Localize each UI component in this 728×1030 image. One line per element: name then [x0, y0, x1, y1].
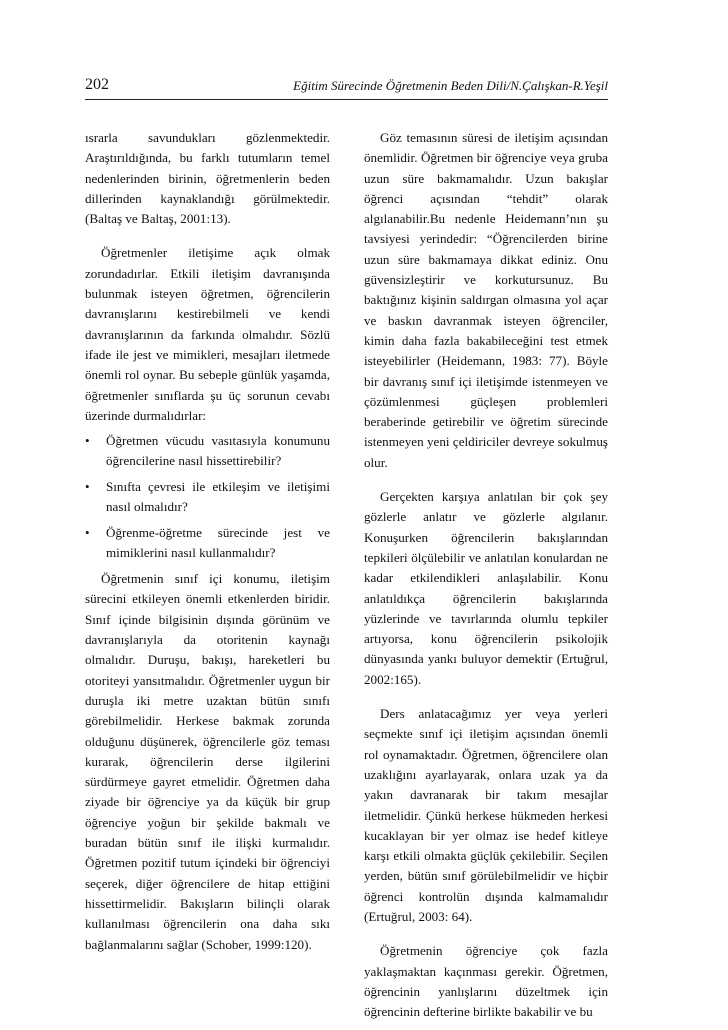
running-head: Eğitim Sürecinde Öğretmenin Beden Dili/N.Çalışkan-R.Yeşil [293, 78, 608, 93]
right-paragraph-1: Göz temasının süresi de iletişim açısından önemlidir. Öğretmen bir öğrenciye veya gruba uzun süre bakmamalıdır. Uzun bakışlar öğrenci açısından “tehdit” olarak algılanabilir.Bu nedenle Heidemann’nın şu tavsiyesi yerindedir: “Öğrencilerden birine uzun süre bakmamaya dikkat ediniz. Onu güvensizleştirir ve korkutursunuz. Bu baktığınız kişinin saldırgan olmasına yol açar ve baskın davranmak isteyen öğrenciler, kimin daha fazla bakabileceğini test etmek isteyebilirler (Heidemann, 1983: 77). Böyle bir davranış sınıf içi iletişimde istenmeyen ve çözümlenmesi güçleşen problemleri beraberinde getirebilir ve öğretim sürecinde istenmeyen yeni çeldiriciler devreye sokulmuş olur. [364, 130, 608, 470]
question-list [85, 431, 330, 562]
page-number: 202 [85, 76, 109, 93]
left-paragraph-1: ısrarla savundukları gözlenmektedir. Araştırıldığında, bu farklı tutumların temel nedenlerinden birinin, öğretmenlerin beden dillerinden kaynaklandığı görülmektedir. (Baltaş ve Baltaş, 2001:13). [85, 130, 330, 227]
question-text: Öğretmen vücudu vasıtasıyla konumunu öğrencilerine nasıl hissettirebilir? [106, 433, 330, 468]
header-rule [85, 99, 608, 100]
question-text: Öğrenme-öğretme sürecinde jest ve mimiklerini nasıl kullanmalıdır? [106, 525, 330, 560]
page-header [85, 76, 608, 98]
right-paragraph-4: Öğretmenin öğrenciye çok fazla yaklaşmaktan kaçınması gerekir. Öğretmen, öğrencinin yanlışlarını düzeltmek için öğrencinin defterine birlikte bakabilir ve bu [364, 943, 608, 1020]
right-column [364, 128, 608, 1022]
left-paragraph-2: Öğretmenler iletişime açık olmak zorundadırlar. Etkili iletişim davranışında bulunmak isteyen öğretmen, öğrencilerin davranışlarını kestirebilmeli ve kendi davranışlarının da farkında olmalıdır. Sözlü ifade ile jest ve mimikleri, mesajları iletmede önemli rol oynar. Bu sebeple günlük yaşamda, öğretmenler sınıflarda şu üç sorunun cevabı üzerinde durmalıdırlar: [85, 245, 330, 423]
right-paragraph-2: Gerçekten karşıya anlatılan bir çok şey gözlerle anlatır ve gözlerle algılanır. Konuşurken öğrencilerin bakışlarından tepkileri ölçülebilir ve anlatılan konulardan ne kadar etkilendikleri anlaşılabilir. Konu anlatıldıkça öğrencilerin bakışlarında yüzlerinde ve tavırlarında olumlu tepkiler artıyorsa, konu öğrencilerin psikolojik dünyasında yankı buluyor demektir (Ertuğrul, 2002:165). [364, 489, 608, 687]
question-item [85, 477, 330, 516]
bullet-icon: • [85, 525, 90, 541]
question-item [85, 431, 330, 470]
question-item [85, 523, 330, 562]
left-paragraph-3: Öğretmenin sınıf içi konumu, iletişim sürecini etkileyen önemli etkenlerden biridir. Sınıf içinde bilgisinin dışında görünüm ve davranışlarıyla da otoritenin kaynağı olmalıdır. Duruşu, bakışı, hareketleri bu otoriteyi yansıtmalıdır. Öğretmenler uygun bir duruşla iki metre uzaktan bütün sınıfı görebilmelidir. Herkese bakmak zorunda olduğunu düşünerek, öğrencilerle göz teması kurarak, öğrencilerin derse ilgilerini sürdürmeye gayret etmelidir. Öğretmen daha ziyade bir öğrenciye ya da küçük bir grup öğrenciye yoğun bir şekilde bakmalı ve buradan bütün sınıf ile ilişki kurmalıdır. Öğretmen pozitif tutum içindeki bir öğrenciyi seçerek, diğer öğrencilere de hitap ettiğini hissettirmelidir. Bakışların bilinçli olarak kullanılması öğrencilerin ona daha sıkı bağlanmalarını sağlar (Schober, 1999:120). [85, 571, 330, 952]
left-column [85, 128, 330, 955]
bullet-icon: • [85, 479, 90, 495]
right-paragraph-3: Ders anlatacağımız yer veya yerleri seçmekte sınıf içi iletişim açısından önemli rol oynamaktadır. Öğretmen, öğrencilere olan uzaklığını ayarlayarak, onlara uzak ya da yakın davranarak bir takım mesajlar iletmelidir. Çünkü herkese hükmeden herkesi kucaklayan bir yer olmaz ise hedef kitleye karşı etkili olmakta güçlük çekilebilir. Seçilen yerden, bütün sınıf görülebilmelidir ve hiçbir öğrenci kontrolün dışında kalmamalıdır (Ertuğrul, 2003: 64). [364, 706, 608, 924]
bullet-icon: • [85, 433, 90, 449]
question-text: Sınıfta çevresi ile etkileşim ve iletişimi nasıl olmalıdır? [106, 479, 330, 514]
